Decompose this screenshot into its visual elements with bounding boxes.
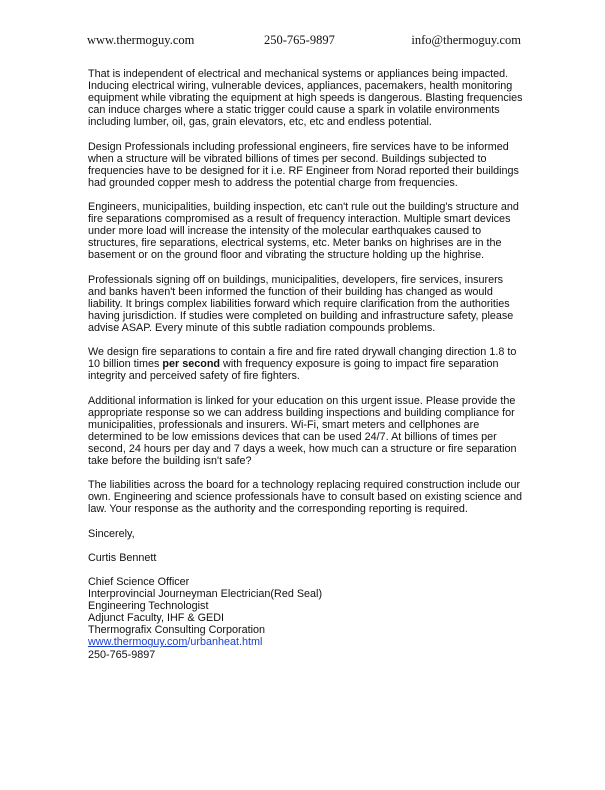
paragraph-5-part-1: We design fire separations to contain a fire and fire rated drywall changing direction 1.8 to 10 billion times [88, 346, 517, 371]
closing-salutation: Sincerely, [88, 527, 135, 540]
paragraph-6: Additional information is linked for your education on this urgent issue. Please provide the appropriate response so we can address building inspections and building compliance for municipalities, professionals and insurers. Wi-Fi, smart meters and cellphones are determined to be low emissions devices that can be used 24/7. At billions of times per second, 24 hours per day and 7 days a week, how much can a structure or fire separation take before the building isn't safe? [88, 394, 517, 467]
signer-name: Curtis Bennett [88, 551, 157, 564]
signer-title-1: Chief Science Officer [88, 575, 190, 588]
signer-title-3: Engineering Technologist [88, 600, 209, 613]
signature-link[interactable] [88, 636, 523, 648]
header-website: www.thermoguy.com [87, 33, 195, 47]
company-name: Thermografix Consulting Corporation [88, 624, 266, 637]
signature-phone: 250-765-9897 [88, 648, 156, 661]
link-path[interactable]: /urbanheat.html [187, 636, 263, 649]
paragraph-3: Engineers, municipalities, building inspection, etc can't rule out the building's structure and fire separations compromised as a result of frequency interaction. Multiple smart devices under more load will increase the intensity of the molecular earthquakes caused to structures, fire separations, electrical systems, etc. Meter banks on highrises are in the basement or on the ground floor and vibrating the structure holding up the highrise. [88, 201, 519, 262]
paragraph-5-bold: per second [162, 358, 221, 371]
paragraph-5-part-2: with frequency exposure is going to impact fire separation integrity and perceived safety of fire fighters. [88, 358, 499, 383]
paragraph-4: Professionals signing off on buildings, municipalities, developers, fire services, insurers and banks haven't been informed the function of their building has changed as would liability. It brings complex liabilities forward which require clarification from the authorities having jurisdiction. If studies were completed on building and infrastructure safety, please advise ASAP. Every minute of this subtle radiation compounds problems. [88, 273, 514, 334]
link-domain[interactable]: www.thermoguy.com [88, 636, 188, 649]
letter-body [88, 68, 523, 661]
signer-title-2: Interprovincial Journeyman Electrician(Red Seal) [88, 588, 323, 601]
paragraph-1: That is independent of electrical and mechanical systems or appliances being impacted. Inducing electrical wiring, vulnerable devices, appliances, pacemakers, health monitoring equipment while vibrating the equipment at high speeds is dangerous. Blasting frequencies can induce charges where a static trigger could cause a spark in volatile environments including lumber, oil, gas, grain elevators, etc, etc and endless potential. [88, 68, 523, 129]
paragraph-7: The liabilities across the board for a technology replacing required construction include our own. Engineering and science professionals have to consult based on existing science and law. Your response as the authority and the corresponding reporting is required. [88, 479, 522, 516]
header-email: info@thermoguy.com [411, 33, 521, 47]
paragraph-2: Design Professionals including professional engineers, fire services have to be informed when a structure will be vibrated billions of times per second. Buildings subjected to frequencies have to be designed for it i.e. RF Engineer from Norad reported their buildings had grounded copper mesh to address the potential charge from frequencies. [88, 140, 519, 189]
header-phone: 250-765-9897 [264, 33, 335, 47]
signer-title-4: Adjunct Faculty, IHF & GEDI [88, 612, 224, 625]
signature-block [88, 576, 523, 661]
paragraph-5 [88, 346, 523, 382]
page-header [87, 33, 521, 49]
